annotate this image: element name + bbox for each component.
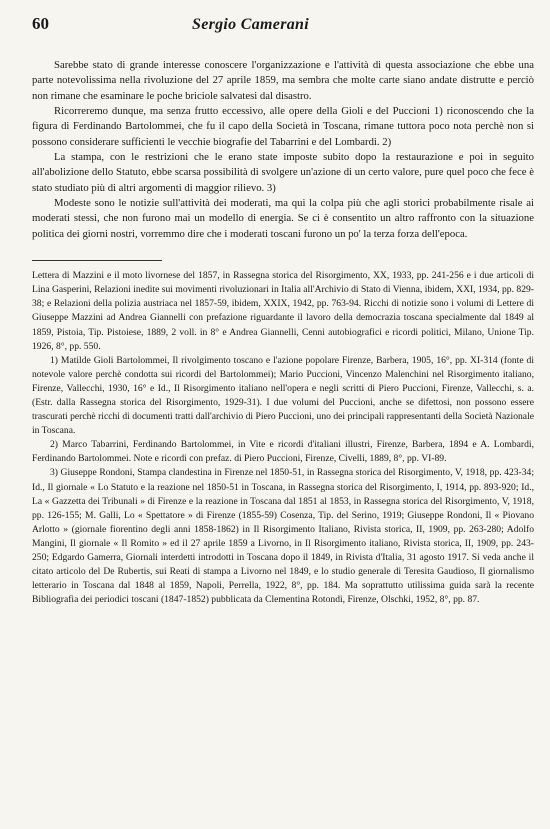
page-number: 60: [32, 14, 49, 33]
footnote-separator: [32, 260, 162, 261]
body-paragraph: Ricorreremo dunque, ma senza frutto eccessivo, alle opere della Gioli e del Puccioni 1) riconoscendo che la figura di Ferdinando Bartolommei, che fu il capo della Società in Toscana, rimane tuttora poco nota perchè non si possono considerare sufficienti le vecchie biografie del Tabarrini e del Lombardi. 2): [32, 105, 534, 148]
page-header: [32, 14, 534, 40]
main-text: [32, 58, 534, 242]
running-head: Sergio Camerani: [192, 16, 309, 33]
footnote-2: 2) Marco Tabarrini, Ferdinando Bartolommei, in Vite e ricordi d'italiani illustri, Firenze, Barbera, 1894 e A. Lombardi, Ferdinando Bartolommei. Note e ricordi con prefaz. di Piero Puccioni, Firenze, Civelli, 1889, 8°, pp. VI-89.: [32, 439, 534, 465]
body-paragraph: Sarebbe stato di grande interesse conoscere l'organizzazione e l'attività di questa associazione che ebbe una parte notevolissima nella rivoluzione del 27 aprile 1859, ma sembra che molte carte siano andate distrutte e perciò non rimane che esaminare le poche briciole salvatesi dal disastro.: [32, 59, 534, 102]
footnote-1: 1) Matilde Gioli Bartolommei, Il rivolgimento toscano e l'azione popolare Firenze, Barbera, 1905, 16°, pp. XI-314 (fonte di notevole valore perchè condotta sui ricordi del Bartolommei); Mario Puccioni, Vincenzo Malenchini nel Risorgimento italiano, Firenze, Vallecchi, 1930, 16° e Id., Il Risorgimento italiano nell'opera e negli scritti di Piero Puccioni, Firenze, Vallecchi, s. a. (Estr. dalla Rassegna storica del Risorgimento, 1929-31). I due volumi del Puccioni, anche se difettosi, non possono essere trascurati perchè ricchi di documenti tratti dall'archivio di Piero Puccioni, uno dei principali rappresentanti della Società Nazionale in Toscana.: [32, 354, 534, 437]
footnote-continuation: Lettera di Mazzini e il moto livornese del 1857, in Rassegna storica del Risorgimento, XX, 1933, pp. 241-256 e i due articoli di Lina Gasperini, Relazioni inedite sui movimenti rivoluzionari in Italia all'Archivio di Stato di Vienna, ibidem, XXI, 1934, pp. 829-38; e Relazioni della polizia austriaca nel 1857-59, ibidem, XXIX, 1942, pp. 763-94. Ricchi di notizie sono i volumi di Lettere di Giuseppe Mazzini ad Andrea Giannelli con prefazione riguardante il lavoro della democrazia toscana specialmente dal 1849 al 1859, Pistoia, Tip. Pistoiese, 1889, 2 voll. in 8° e Andrea Giannelli, Cenni autobiografici e ricordi politici, Milano, Unione Tip. 1926, 8°, pp. 550.: [32, 270, 534, 352]
footnote-3: 3) Giuseppe Rondoni, Stampa clandestina in Firenze nel 1850-51, in Rassegna storica del Risorgimento, V, 1918, pp. 423-34; Id., Il giornale « Lo Statuto e la reazione nel 1850-51 in Toscana, in Rassegna storica del Risorgimento, I, 1914, pp. 893-920; Id., La « Gazzetta dei Tribunali » di Firenze e la reazione in Toscana dal 1851 al 1853, in Rassegna storica del Risorgimento, V, 1918, pp. 126-155; M. Galli, Lo « Spettatore » di Firenze (1855-59) Cosenza, Tip. del Serino, 1919; Giuseppe Rondoni, Il « Piovano Arlotto » (giornale fiorentino degli anni 1858-1862) in Il Risorgimento Italiano, Rivista storica, II, 1909, pp. 263-280; Adolfo Mangini, Il giornale « Il Romito » ed il 27 aprile 1859 a Livorno, in Il Risorgimento italiano, Rivista storica, II, 1909, pp. 243-250; Edgardo Gamerra, Giornali interdetti introdotti in Toscana dopo il 1849, in Rivista d'Italia, 31 agosto 1917. Si veda anche il citato articolo del De Rubertis, sui Reati di stampa a Livorno nel 1849, e lo studio generale di Teresita Gaudioso, Il giornalismo letterario in Toscana dal 1848 al 1859, Napoli, Perrella, 1922, 8°, pp. 184. Ma soprattutto utilissima guida sarà la recente Bibliografia dei periodici toscani (1847-1852) pubblicata da Clementina Rotondi, Firenze, Olschki, 1952, 8°, pp. 87.: [32, 467, 534, 606]
body-paragraph: Modeste sono le notizie sull'attività dei moderati, ma qui la colpa più che agli storici probabilmente risale ai moderati stessi, che non furono mai un modello di energia. Se ci è consentito un altro raffronto con la situazione politica dei giorni nostri, vorremmo dire che i moderati toscani furono un po' la terza forza dell'epoca.: [32, 197, 534, 240]
footnotes: [32, 269, 534, 607]
body-paragraph: La stampa, con le restrizioni che le erano state imposte subito dopo la restaurazione e poi in seguito all'abolizione dello Statuto, ebbe scarsa possibilità di svolgere un'azione di un certo valore, pure quel poco che fece è stato studiato più di altri argomenti di maggior rilievo. 3): [32, 151, 534, 194]
